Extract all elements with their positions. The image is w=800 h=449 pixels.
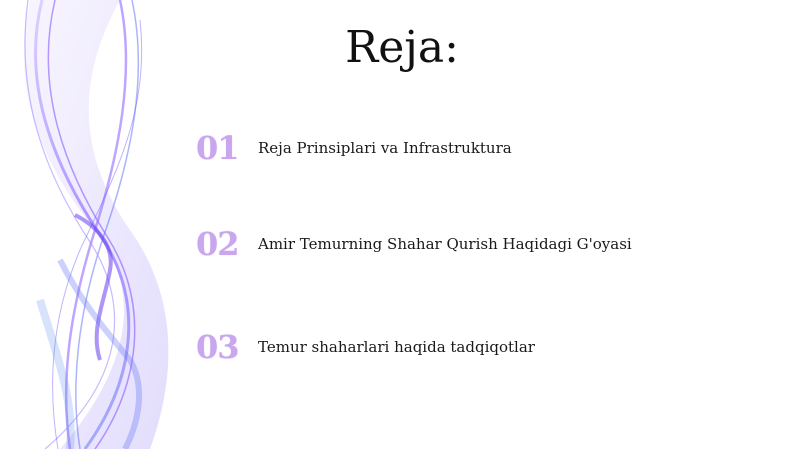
agenda-item [196, 126, 512, 170]
agenda-item-text: Amir Temurning Shahar Qurish Haqidagi G'oyasi [258, 235, 632, 253]
slide-title: Reja: [345, 22, 459, 73]
agenda-item-number: 01 [196, 129, 239, 167]
agenda-item [196, 222, 632, 266]
agenda-item-text: Temur shaharlari haqida tadqiqotlar [258, 338, 535, 356]
agenda-item [196, 325, 535, 369]
agenda-item-number: 02 [196, 225, 239, 263]
agenda-item-number: 03 [196, 328, 239, 366]
agenda-item-text: Reja Prinsiplari va Infrastruktura [258, 139, 512, 157]
